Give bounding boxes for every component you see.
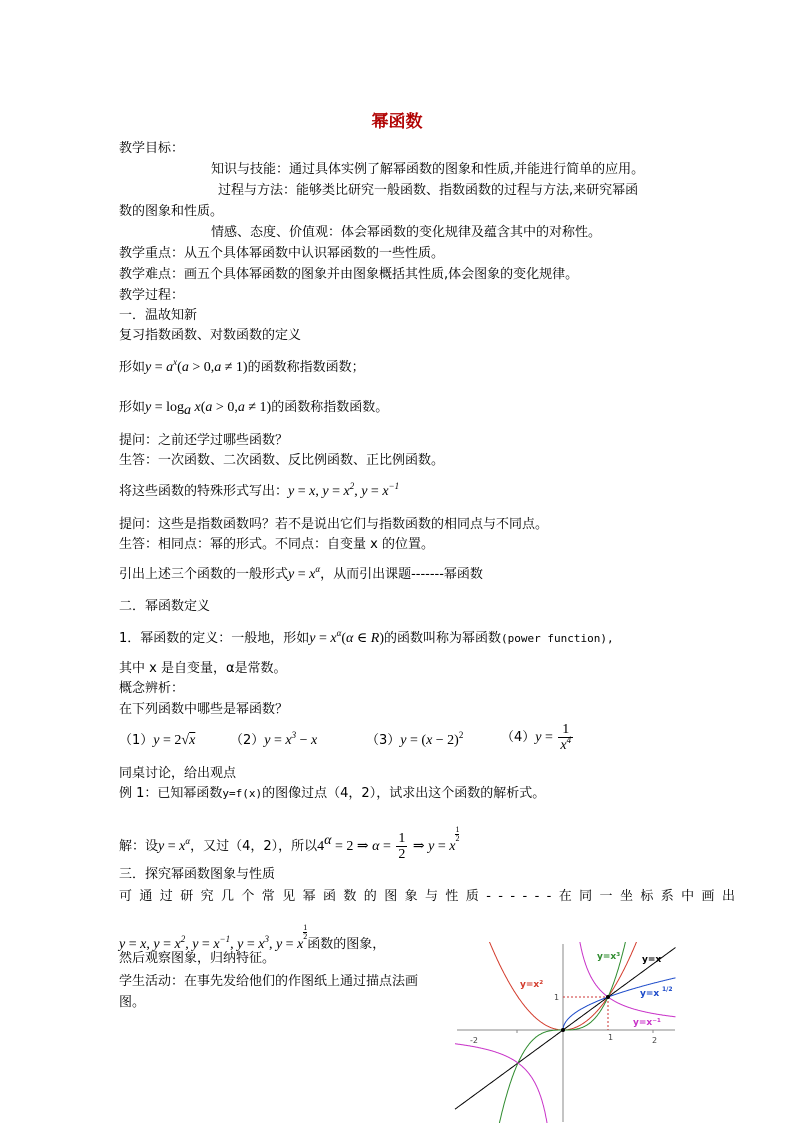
review-line: 复习指数函数、对数函数的定义: [119, 328, 302, 343]
goal-process-a: 过程与方法：能够类比研究一般函数、指数函数的过程与方法,来研究幂函: [218, 183, 639, 198]
section-3-heading: 三．探究幂函数图象与性质: [119, 867, 276, 882]
option-2: $(2)y = x^3 - x$: [230, 730, 318, 748]
tick-label-2: 2: [652, 1036, 658, 1045]
label-x2: y=x²: [520, 980, 544, 990]
answer-2: 生答：相同点：幂的形式。不同点：自变量 x 的位置。: [119, 537, 434, 552]
concept-heading: 概念辨析：: [119, 681, 185, 696]
origin-point: [561, 1028, 565, 1032]
solution: 解：设$y = x^\alpha$，又过（4，2），所以$4^\alpha = 2$ ⇒ α = $\frac{1}{2}$ ⇒ y = x $\frac{1}{2}$: [119, 825, 460, 862]
difficulty: 教学难点：画五个具体幂函数的图象并由图象概括其性质,体会图象的变化规律。: [119, 267, 579, 282]
page-title: 幂函数: [371, 112, 423, 132]
label-half: y=x: [640, 989, 660, 999]
tick-label-1: 1: [554, 993, 560, 1002]
goal-knowledge: 知识与技能：通过具体实例了解幂函数的图象和性质,并能进行简单的应用。: [211, 162, 645, 177]
label-inv: y=x⁻¹: [633, 1018, 661, 1028]
option-1: （1）y = 2√x: [119, 733, 196, 748]
student-activity-2: 图。: [119, 995, 146, 1010]
student-activity: 学生活动：在事先发给他们的作图纸上通过描点法画: [119, 974, 419, 989]
explore-line-3: 然后观察图象，归纳特征。: [119, 951, 276, 966]
process-heading: 教学过程：: [119, 288, 185, 303]
option-4: （4）y = $\frac{1}{x^4}$: [501, 722, 572, 753]
label-x3: y=x³: [597, 952, 621, 962]
explore-line-2: y = x, $y = x^2$, $y = x^{-1}$, $y = x^3$, y = x $\frac{1}{2}$函数的图象，: [119, 923, 386, 952]
discuss-line: 同桌讨论，给出观点: [119, 766, 237, 781]
intersection-point: [606, 995, 610, 999]
tick-label-x1: 1: [608, 1033, 614, 1042]
which-question: 在下列函数中哪些是幂函数？: [119, 702, 289, 717]
log-definition: 形如$y = \log_a x(a > 0,a \ne 1)$的函数称指数函数。: [119, 400, 389, 418]
label-x: y=x: [642, 955, 662, 965]
question-1: 提问：之前还学过哪些函数？: [119, 433, 289, 448]
definition-line-2: 其中 x 是自变量，α是常数。: [119, 661, 287, 676]
question-2: 提问：这些是指数函数吗？若不是说出它们与指数函数的相同点与不同点。: [119, 517, 549, 532]
power-definition: 1．幂函数的定义：一般地，形如$y = x^\alpha(\alpha$ ∈ R)的函数叫称为幂函数(power function),: [119, 628, 614, 646]
section-2-heading: 二．幂函数定义: [119, 599, 211, 614]
lead-in: 引出上述三个函数的一般形式$y = x^\alpha$，从而引出课题-------幂函数: [119, 564, 483, 582]
goals-heading: 教学目标：: [119, 141, 185, 156]
example-1: 例 1：已知幂函数y=f(x)的图像过点（4，2），试求出这个函数的解析式。: [119, 786, 546, 801]
special-forms: 将这些函数的特殊形式写出：y = x, $y = x^2$, $y = x^{-1}$: [119, 481, 400, 499]
curve-y-inv-pos: [579, 942, 676, 1017]
explore-line-1: 可通过研究几个常见幂函数的图象与性质------在同一坐标系中画出: [119, 889, 743, 904]
answer-1: 生答：一次函数、二次函数、反比例函数、正比例函数。: [119, 453, 445, 468]
label-half-exp: 1/2: [662, 986, 673, 993]
goal-emotion: 情感、态度、价值观：体会幂函数的变化规律及蕴含其中的对称性。: [211, 225, 602, 240]
exp-definition: 形如$y = a^x(a > 0,a \ne 1)$的函数称指数函数；: [119, 357, 365, 375]
goal-process-b: 数的图象和性质。: [119, 204, 224, 219]
power-function-graph: [453, 942, 679, 1123]
curve-y-inv-neg: [455, 1044, 548, 1123]
tick-label-neg2: -2: [470, 1036, 478, 1045]
option-3: $(3)y = (x - 2)^2$: [366, 730, 464, 748]
curve-y-x: [455, 948, 676, 1110]
key-point: 教学重点：从五个具体幂函数中认识幂函数的一些性质。: [119, 246, 445, 261]
section-1-heading: 一．温故知新: [119, 308, 198, 323]
